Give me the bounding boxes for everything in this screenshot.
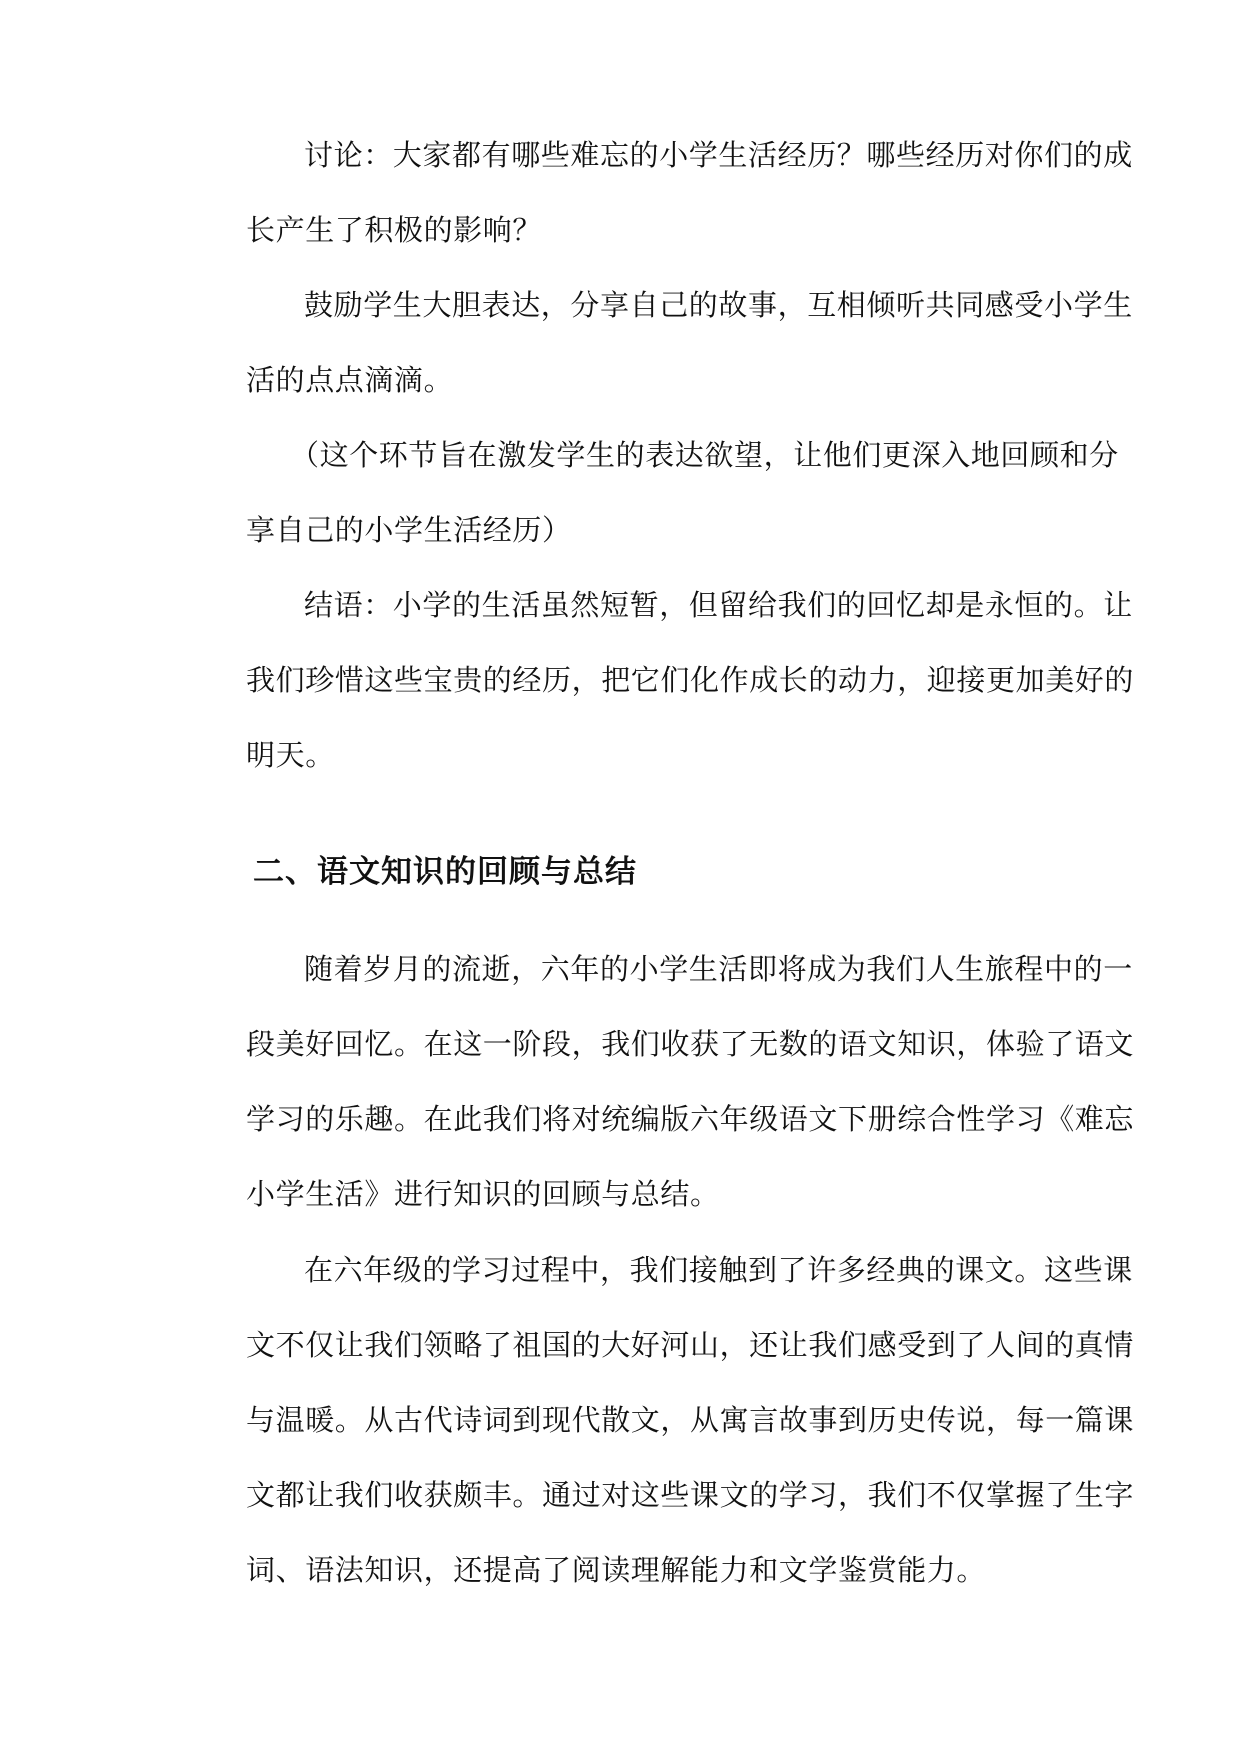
paragraph-line: 活的点点滴滴。 xyxy=(246,363,454,397)
paragraph-line: 在六年级的学习过程中，我们接触到了许多经典的课文。这些课 xyxy=(304,1253,1133,1287)
paragraph-line: 长产生了积极的影响？ xyxy=(246,213,543,247)
paragraph-line: 享自己的小学生活经历） xyxy=(246,513,572,547)
paragraph-note xyxy=(188,418,1119,568)
paragraph-line: 随着岁月的流逝，六年的小学生活即将成为我们人生旅程中的一 xyxy=(304,952,1133,986)
paragraph-texts xyxy=(188,1233,1135,1608)
paragraph-line: 结语：小学的生活虽然短暂，但留给我们的回忆却是永恒的。让 xyxy=(304,588,1133,622)
paragraph-line: 明天。 xyxy=(246,738,335,772)
paragraph-line: 文不仅让我们领略了祖国的大好河山，还让我们感受到了人间的真情 xyxy=(246,1328,1135,1362)
paragraph-conclusion xyxy=(188,568,1135,793)
paragraph-encourage xyxy=(188,268,1133,418)
paragraph-discussion xyxy=(188,118,1133,268)
paragraph-review-intro xyxy=(188,932,1135,1232)
paragraph-line: 词、语法知识，还提高了阅读理解能力和文学鉴赏能力。 xyxy=(246,1553,987,1587)
paragraph-line: 段美好回忆。在这一阶段，我们收获了无数的语文知识，体验了语文 xyxy=(246,1027,1135,1061)
paragraph-line: 小学生活》进行知识的回顾与总结。 xyxy=(246,1177,720,1211)
paragraph-line: 学习的乐趣。在此我们将对统编版六年级语文下册综合性学习《难忘 xyxy=(246,1102,1135,1136)
paragraph-line: 文都让我们收获颇丰。通过对这些课文的学习，我们不仅掌握了生字 xyxy=(246,1478,1135,1512)
paragraph-line: 与温暖。从古代诗词到现代散文，从寓言故事到历史传说，每一篇课 xyxy=(246,1403,1135,1437)
paragraph-line: 鼓励学生大胆表达，分享自己的故事，互相倾听共同感受小学生 xyxy=(304,288,1133,322)
paragraph-line: 我们珍惜这些宝贵的经历，把它们化作成长的动力，迎接更加美好的 xyxy=(246,663,1135,697)
section-heading: 二、语文知识的回顾与总结 xyxy=(253,854,637,890)
paragraph-line: 讨论：大家都有哪些难忘的小学生活经历？哪些经历对你们的成 xyxy=(304,138,1133,172)
paragraph-line: （这个环节旨在激发学生的表达欲望，让他们更深入地回顾和分 xyxy=(290,438,1119,472)
